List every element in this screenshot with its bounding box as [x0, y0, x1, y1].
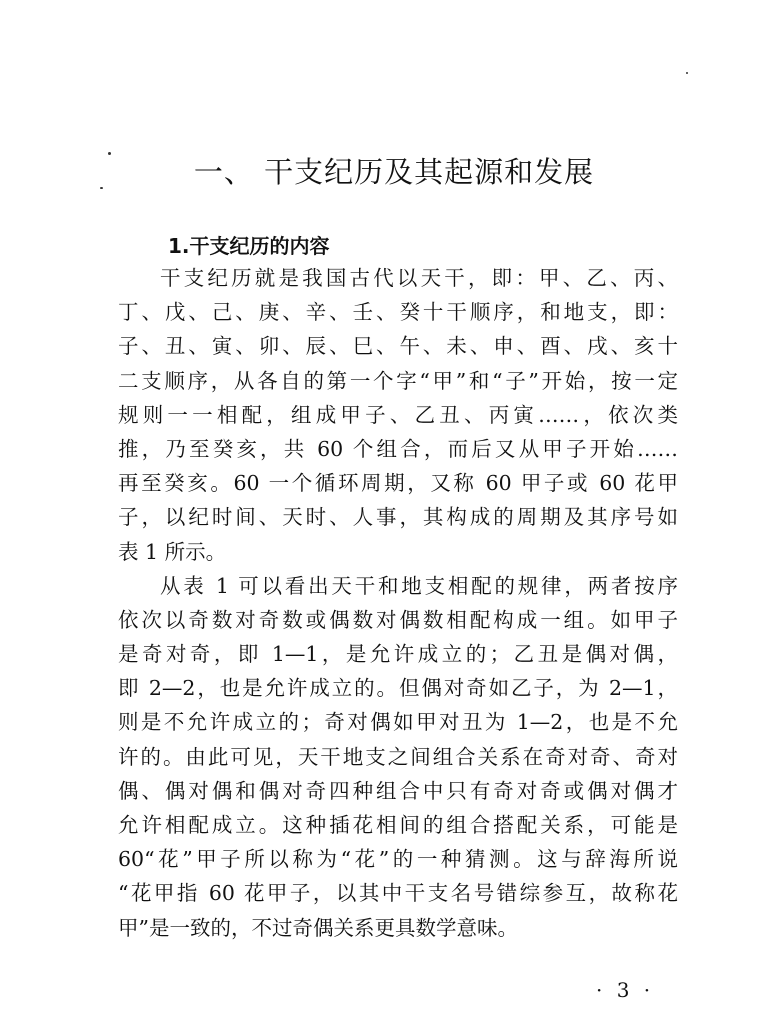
text-line: “花甲指 60 花甲子，以其中干支名号错综参互，故称花: [118, 881, 678, 906]
paragraph: [118, 569, 678, 945]
text-line: 再至癸亥。60 一个循环周期，又称 60 甲子或 60 花甲: [118, 471, 678, 496]
body-text: [118, 261, 678, 945]
page-number: · 3 ·: [596, 978, 655, 1002]
text-line: 依次以奇数对奇数或偶数对偶数相配构成一组。如甲子: [118, 607, 678, 632]
scan-speck: [686, 72, 688, 74]
text-line: 规则一一相配，组成甲子、乙丑、丙寅……，依次类: [118, 402, 678, 427]
text-line: 干支纪历就是我国古代以天干，即：甲、乙、丙、: [160, 266, 678, 290]
text-line: 是奇对奇，即 1—1，是允许成立的；乙丑是偶对偶，: [118, 642, 678, 667]
text-line: 子，以纪时间、天时、人事，其构成的周期及其序号如: [118, 505, 678, 530]
text-line: 甲”是一致的，不过奇偶关系更具数学意味。: [118, 915, 518, 940]
text-line: 丁、戊、己、庚、辛、壬、癸十干顺序，和地支，即：: [118, 300, 678, 325]
paragraph: [118, 261, 678, 569]
text-line: 二支顺序，从各自的第一个字“甲”和“子”开始，按一定: [118, 368, 678, 393]
text-line: 许的。由此可见，天干地支之间组合关系在奇对奇、奇对: [118, 744, 678, 769]
text-line: 则是不允许成立的；奇对偶如甲对丑为 1—2，也是不允: [118, 710, 678, 735]
text-line: 即 2—2，也是允许成立的。但偶对奇如乙子，为 2—1，: [118, 676, 678, 701]
text-line: 从表 1 可以看出天干和地支相配的规律，两者按序: [160, 573, 678, 598]
text-line: 偶、偶对偶和偶对奇四种组合中只有奇对奇或偶对偶才: [118, 778, 678, 803]
text-line: 表 1 所示。: [118, 539, 227, 564]
text-line: 子、丑、寅、卯、辰、巳、午、未、申、酉、戌、亥十: [118, 334, 678, 359]
text-line: 60“花”甲子所以称为“花”的一种猜测。这与辞海所说: [118, 847, 678, 872]
text-line: 推，乃至癸亥，共 60 个组合，而后又从甲子开始……: [118, 436, 678, 461]
section-heading: 1.干支纪历的内容: [168, 234, 330, 258]
chapter-title: 一、 干支纪历及其起源和发展: [193, 155, 595, 189]
text-line: 允许相配成立。这种插花相间的组合搭配关系，可能是: [118, 813, 678, 837]
